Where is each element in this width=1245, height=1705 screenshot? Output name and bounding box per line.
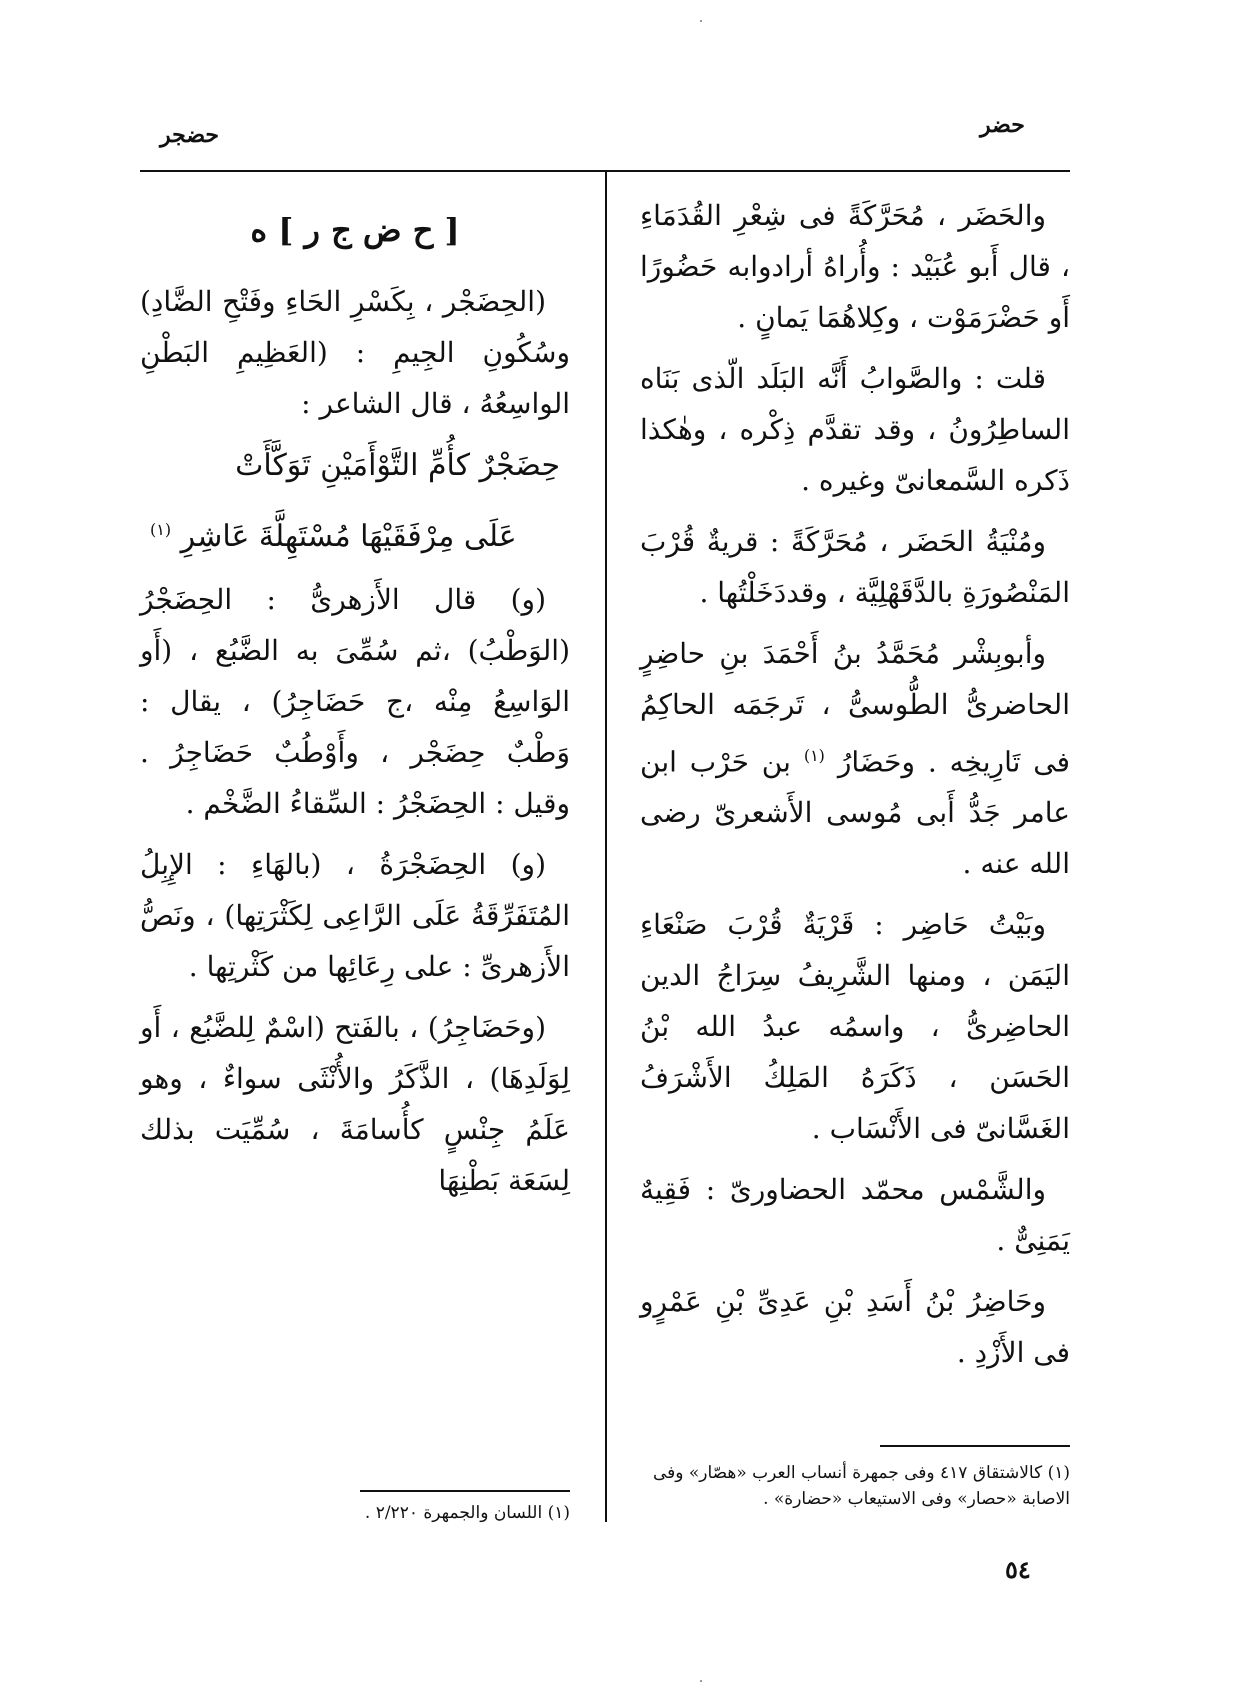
right-para-3: ومُنْيَةُ الحَضَر ، مُحَرَّكَةً : قريةٌ قُرْبَ المَنْصُورَةِ بالدَّقَهْلِيَّة ، وقددَخَلْتُها .: [640, 525, 1070, 609]
footnote-marker-left: (١): [150, 520, 172, 539]
right-column: [640, 190, 1070, 1388]
running-header-left: حضجر: [160, 122, 220, 148]
running-header-right: حضر: [980, 112, 1025, 138]
left-column: [140, 205, 570, 1216]
footnote-marker-right: (١): [803, 746, 825, 765]
scan-mark: [700, 20, 702, 22]
scan-mark: [700, 1680, 702, 1682]
right-para-4: [640, 628, 1070, 889]
page-number: ٥٤: [1005, 1555, 1031, 1584]
right-para-4-cont: بن حَرْب ابن عامر جَدُّ أَبى مُوسى الأَشعرىّ رضى الله عنه .: [640, 745, 1070, 881]
footnote-left: (١) اللسان والجمهرة ٢/٢٢٠ .: [364, 1503, 570, 1523]
right-para-2: قلت : والصَّوابُ أَنَّه البَلَد الّذى بَنَاه الساطِرُونُ ، وقد تقدَّم ذِكْره ، وهٰكذا ذَكره السَّمعانىّ وغيره .: [640, 362, 1070, 497]
verse-line-2: [140, 503, 570, 564]
footnote-rule-right: [880, 1445, 1070, 1447]
verse-line-2-text: عَلَى مِرْفَقَيْهَا مُسْتَهِلَّةَ عَاشِرِ: [180, 519, 517, 554]
footnote-rule-left: [360, 1490, 570, 1492]
right-para-5: وبَيْتُ حَاضِر : قَرْيَةٌ قُرْبَ صَنْعَاءِ اليَمَن ، ومنها الشَّرِيفُ سِرَاجُ الدين الحاضِرىُّ ، واسمُه عبدُ الله بْنُ الحَسَن ، ذَكَرَهُ المَلِكُ الأَشْرَفُ الغَسَّانىّ فى الأَنْسَاب .: [640, 908, 1070, 1146]
right-para-4-text: وأبوبِشْر مُحَمَّدُ بنُ أَحْمَدَ بنِ حاضِرٍ الحاضرىُّ الطُّوسىُّ ، تَرجَمَه الحاكِمُ فى تَارِيخِه . وحَضَارُ: [640, 637, 1071, 779]
footnote-right: (١) كالاشتقاق ٤١٧ وفى جمهرة أنساب العرب «هصّار» وفى الاصابة «حصار» وفى الاستيعاب «حضارة» .: [652, 1463, 1070, 1509]
entry-heading: [ ح ض ج ر ] ه: [250, 211, 460, 249]
right-para-1: والحَضَر ، مُحَرَّكَةً فى شِعْرِ القُدَمَاءِ ، قال أَبو عُبَيْد : وأُراهُ أرادوابه حَضُورًا أَو حَضْرَمَوْت ، وكِلاهُمَا يَمانٍ .: [640, 199, 1070, 334]
verse-line-1: حِضَجْرٌ كأُمِّ التَّوْأَمَيْنِ تَوَكَّأَتْ: [235, 448, 560, 483]
left-para-2: (و) قال الأَزهرىُّ : الحِضَجْرُ (الوَطْبُ) ،ثم سُمِّىَ به الضَّبُع ، (أَو الوَاسِعُ مِنْه ،ج حَضَاجِرُ) ، يقال : وَطْبٌ حِضَجْر ، وأَوْطُبٌ حَضَاجِرُ . وقيل : الحِضَجْرُ : السِّقاءُ الضَّخْم .: [140, 583, 570, 820]
right-para-6: والشَّمْس محمّد الحضاورىّ : فَقِيهٌ يَمَنِىٌّ .: [640, 1173, 1070, 1258]
right-para-7: وحَاضِرُ بْنُ أَسَدِ بْنِ عَدِىِّ بْنِ عَمْرٍو فى الأَزْدِ .: [640, 1285, 1070, 1370]
left-para-1: (الحِضَجْر ، بِكَسْرِ الحَاءِ وفَتْحِ الضَّادِ) وسُكُونِ الجِيمِ : (العَظِيمِ البَطْنِ الواسِعُهُ ، قال الشاعر :: [140, 285, 570, 420]
left-para-4: (وحَضَاجِرُ) ، بالفَتح (اسْمٌ لِلضَّبُع ، أَو لِوَلَدِهَا) ، الذَّكَرُ والأُنْثَى سواءٌ ، وهو عَلَمُ جِنْسٍ كأُسامَةَ ، سُمِّيَت بذلك لِسَعَة بَطْنِهَا: [140, 1011, 570, 1197]
left-para-3: (و) الحِضَجْرَةُ ، (بالهَاءِ : الإِبِلُ المُتَفَرِّقَةُ عَلَى الرَّاعِى لِكَثْرَتِها) ، ونَصُّ الأَزهرىِّ : على رِعَائِها من كَثْرتِها .: [140, 848, 570, 983]
column-divider: [605, 172, 607, 1522]
